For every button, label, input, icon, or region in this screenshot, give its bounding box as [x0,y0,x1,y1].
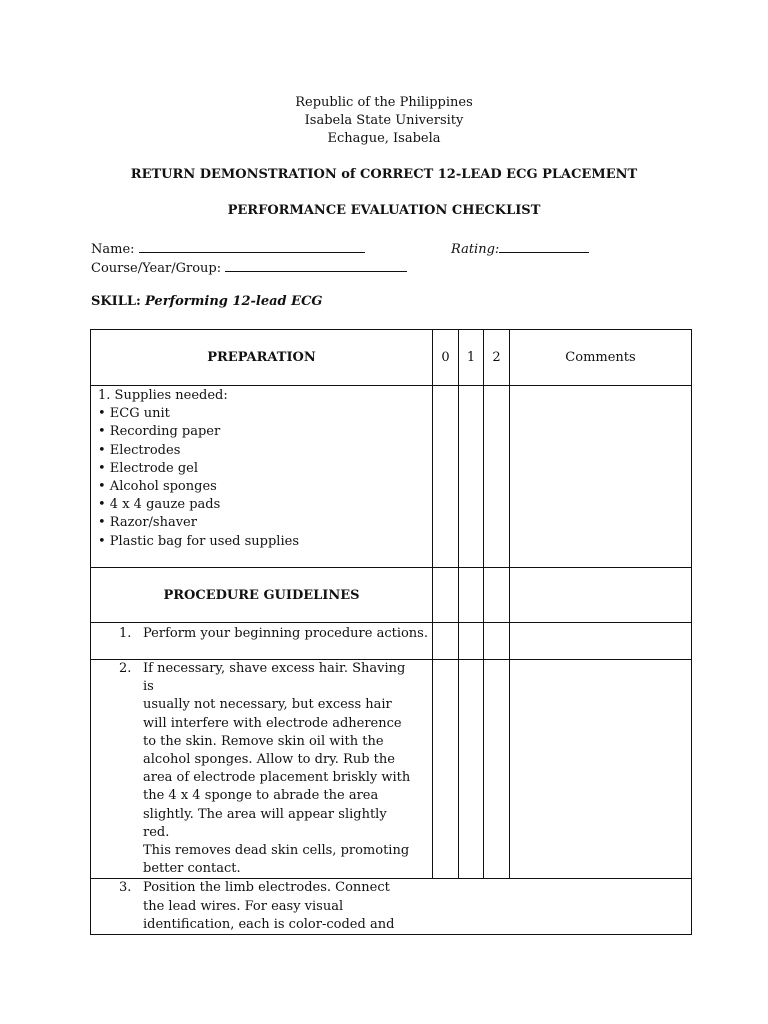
score-1-header: 1 [459,330,484,386]
score-0-cell[interactable] [433,568,459,623]
rating-blank-line [499,239,589,253]
supply-item: • Plastic bag for used supplies [98,533,299,549]
comments-cell[interactable] [510,568,692,623]
skill-line [91,294,323,309]
score-2-header: 2 [484,330,510,386]
comments-cell[interactable] [510,623,692,660]
header-line-republic: Republic of the Philippines [295,95,473,110]
supply-item: • 4 x 4 gauze pads [98,497,221,513]
comments-cell[interactable] [510,386,692,568]
step-text-line: better contact. [143,861,241,877]
step-cell [91,623,433,660]
step-text-line: the lead wires. For easy visual [143,898,344,914]
score-1-cell[interactable] [459,568,484,623]
skill-label: SKILL: [91,294,141,309]
supplies-row [91,386,692,568]
supply-item: • Razor/shaver [98,515,197,531]
score-2-cell[interactable] [484,623,510,660]
rating-label: Rating: [451,242,500,257]
step-item [91,879,691,934]
step-text-line: This removes dead skin cells, promoting [143,843,410,859]
score-1-cell[interactable] [459,660,484,879]
course-label: Course/Year/Group: [91,261,222,276]
document-subtitle: PERFORMANCE EVALUATION CHECKLIST [227,203,541,218]
step-text [143,879,413,934]
name-blank-line [139,239,365,253]
step-text [143,660,413,878]
document-title: RETURN DEMONSTRATION of CORRECT 12-LEAD ECG PLACEMENT [130,167,638,182]
skill-value: Performing 12-lead ECG [145,294,323,309]
name-field [91,239,365,257]
score-0-cell[interactable] [433,623,459,660]
step-text-line: to the skin. Remove skin oil with the [143,733,384,749]
step-row [91,660,692,879]
step-text-line: Perform your beginning procedure actions. [143,626,428,641]
step-text-line: alcohol sponges. Allow to dry. Rub the [143,752,395,768]
header-line-university: Isabela State University [304,113,464,128]
comments-header: Comments [510,330,692,386]
step-text-line: will interfere with electrode adherence [143,715,402,731]
supply-item: • Alcohol sponges [98,479,217,495]
supply-item: • ECG unit [98,406,170,422]
step-text-line: slightly. The area will appear slightly red. [143,806,387,840]
supplies-heading: 1. Supplies needed: [98,388,228,403]
step-number: 3. [119,880,132,896]
step-text-line: Position the limb electrodes. Connect [143,880,390,896]
score-0-header: 0 [433,330,459,386]
step-text [143,625,432,643]
step-text-line: If necessary, shave excess hair. Shaving is [143,661,406,695]
step-item [91,625,432,643]
score-2-cell[interactable] [484,660,510,879]
step-row [91,623,692,660]
score-0-cell[interactable] [433,386,459,568]
supply-item: • Electrode gel [98,460,199,476]
step-number: 1. [119,626,132,641]
header-line-location: Echague, Isabela [327,131,441,146]
supply-item: • Electrodes [98,442,181,458]
preparation-header-row [91,330,692,386]
supply-item: • Recording paper [98,424,221,440]
score-1-cell[interactable] [459,386,484,568]
step-text-line: area of electrode placement briskly with [143,770,411,786]
step-row [91,879,692,935]
course-blank-line [225,258,407,272]
step-cell [91,879,692,935]
step-cell [91,660,433,879]
step-text-line: usually not necessary, but excess hair [143,697,392,713]
step-text-line: identification, each is color-coded and [143,916,395,932]
preparation-header: PREPARATION [91,330,433,386]
supplies-list [91,386,432,552]
rating-field [451,239,589,257]
name-label: Name: [91,242,135,257]
supplies-cell [91,386,433,568]
evaluation-checklist-table [90,329,692,935]
score-1-cell[interactable] [459,623,484,660]
step-number: 2. [119,661,132,676]
course-field [91,258,407,276]
score-2-cell[interactable] [484,386,510,568]
procedure-header-row [91,568,692,623]
score-2-cell[interactable] [484,568,510,623]
comments-cell[interactable] [510,660,692,879]
procedure-header: PROCEDURE GUIDELINES [91,568,433,623]
step-item [91,660,432,878]
score-0-cell[interactable] [433,660,459,879]
step-text-line: the 4 x 4 sponge to abrade the area [143,788,379,804]
